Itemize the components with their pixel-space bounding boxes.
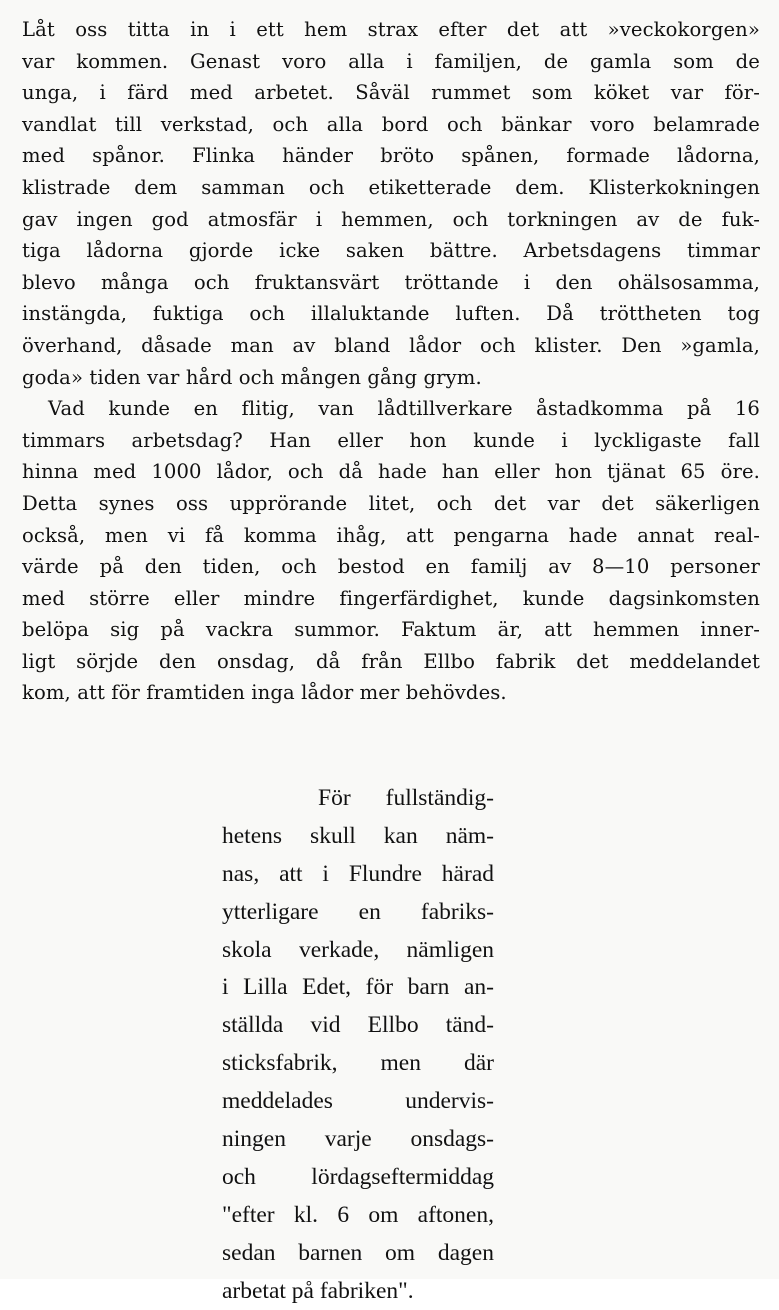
note-line: i Lilla Edet, för barn an-	[222, 974, 494, 1001]
text-line: överhand, dåsade man av bland lådor och klister. Den »gamla,	[22, 333, 760, 357]
main-text-block	[22, 14, 760, 709]
text-line: med spånor. Flinka händer bröto spånen, formade lådorna,	[22, 144, 760, 168]
text-line: blevo många och fruktansvärt tröttande i den ohälsosamma,	[22, 270, 760, 294]
text-line: belöpa sig på vackra summor. Faktum är, att hemmen inner-	[22, 618, 760, 642]
note-line: sticksfabrik, men där	[222, 1050, 494, 1077]
text-line: också, men vi få komma ihåg, att pengarna hade annat real-	[22, 523, 760, 547]
note-line: "efter kl. 6 om aftonen,	[222, 1201, 494, 1228]
note-line: ningen varje onsdags-	[222, 1126, 494, 1153]
text-line: tiga lådorna gjorde icke saken bättre. Arbetsdagens timmar	[22, 239, 760, 263]
note-line: skola verkade, nämligen	[222, 936, 494, 963]
text-line: med större eller mindre fingerfärdighet, kunde dagsinkomsten	[22, 586, 760, 610]
sidebar-note	[222, 780, 494, 1310]
note-line: ytterligare en fabriks-	[222, 898, 494, 925]
note-line: arbetat på fabriken".	[222, 1277, 414, 1304]
text-line: vandlat till verkstad, och alla bord och bänkar voro belamrade	[22, 112, 760, 136]
text-line: hinna med 1000 lådor, och då hade han eller hon tjänat 65 öre.	[22, 460, 760, 484]
text-line: timmars arbetsdag? Han eller hon kunde i lyckligaste fall	[22, 428, 760, 452]
text-line: instängda, fuktiga och illaluktande luften. Då tröttheten tog	[22, 302, 760, 326]
text-line: Detta synes oss upprörande litet, och det var det säkerligen	[22, 491, 760, 515]
paragraph-end-line: goda» tiden var hård och mången gång grym.	[22, 365, 482, 389]
text-line: värde på den tiden, och bestod en familj av 8—10 personer	[22, 555, 760, 579]
note-line: hetens skull kan näm-	[222, 822, 494, 849]
text-line: var kommen. Genast voro alla i familjen, de gamla som de	[22, 49, 760, 73]
text-line: gav ingen god atmosfär i hemmen, och torkningen av de fuk-	[22, 207, 760, 231]
note-line: meddelades undervis-	[222, 1088, 494, 1115]
note-line: och lördagseftermiddag	[222, 1163, 494, 1190]
note-line: nas, att i Flundre härad	[222, 860, 494, 887]
note-line: ställda vid Ellbo tänd-	[222, 1012, 494, 1039]
text-line: unga, i färd med arbetet. Såväl rummet som köket var för-	[22, 81, 760, 105]
text-line: Låt oss titta in i ett hem strax efter det att »veckokorgen»	[22, 18, 760, 41]
note-line: sedan barnen om dagen	[222, 1239, 494, 1266]
paragraph-start-line: Vad kunde en flitig, van lådtillverkare åstadkomma på 16	[48, 397, 760, 421]
text-line: klistrade dem samman och etiketterade dem. Klisterkokningen	[22, 175, 760, 199]
text-line: ligt sörjde den onsdag, då från Ellbo fabrik det meddelandet	[22, 649, 760, 673]
paragraph-end-line: kom, att för framtiden inga lådor mer behövdes.	[22, 681, 507, 705]
note-line: För fullständig-	[318, 785, 494, 811]
